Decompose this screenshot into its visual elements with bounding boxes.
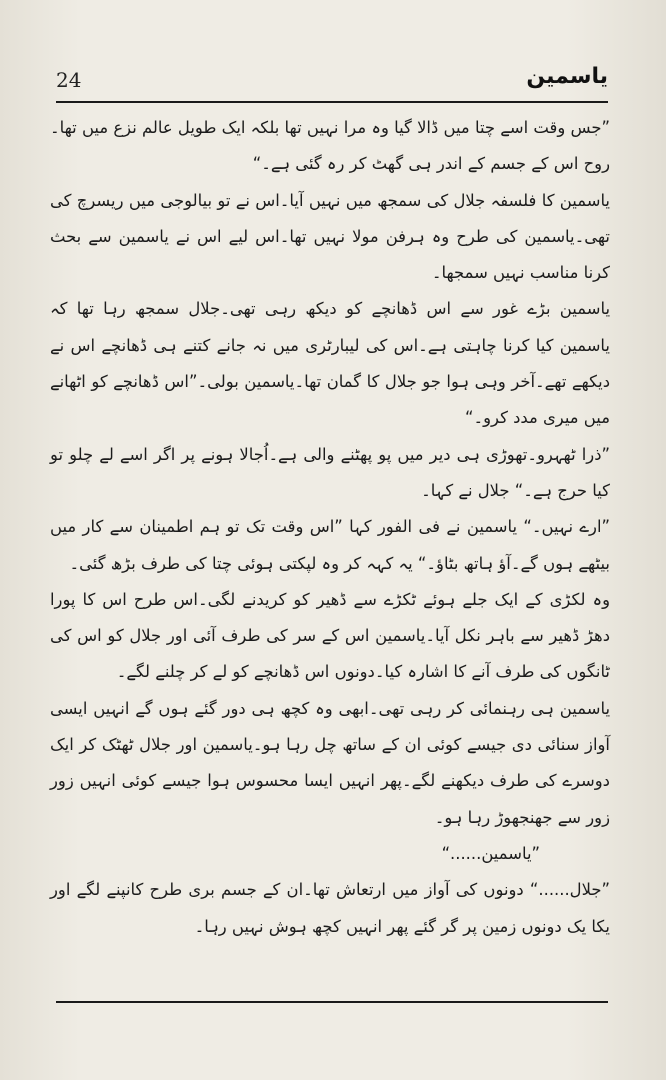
paragraph: یاسمین بڑے غور سے اس ڈھانچے کو دیکھ رہی تھی۔جلال سمجھ رہا تھا کہ یاسمین کیا کرنا چاہتی ہے۔اس کی لیبارٹری میں نہ جانے کتنے ہی ڈھانچے اس نے دیکھے تھے۔آخر وہی ہوا جو جلال کا گمان تھا۔یاسمین بولی۔”اس ڈھانچے کو اٹھانے میں میری مدد کرو۔“ — [50, 299, 610, 428]
paragraph: ”ذرا ٹھہرو۔تھوڑی ہی دیر میں پو پھٹنے والی ہے۔اُجالا ہونے پر اگر اسے لے چلو تو کیا حرج ہے۔“ جلال نے کہا۔ — [50, 444, 610, 500]
paragraph: ”جلال......“ دونوں کی آواز میں ارتعاش تھا۔ان کے جسم بری طرح کانپنے لگے اور یکا یک دونوں زمین پر گر گئے پھر انہیں کچھ ہوش نہیں رہا۔ — [50, 880, 610, 936]
body-text — [50, 110, 610, 945]
paragraph: وہ لکڑی کے ایک جلے ہوئے ٹکڑے سے ڈھیر کو کریدنے لگی۔اس طرح اس کا پورا دھڑ ڈھیر سے باہر نکل آیا۔یاسمین اس کے سر کی طرف آئی اور جلال کو اس کی ٹانگوں کی طرف آنے کا اشارہ کیا۔دونوں اس ڈھانچے کو لے کر چلنے لگے۔ — [50, 589, 610, 682]
running-title: یاسمین — [526, 64, 608, 89]
paragraph: یاسمین ہی رہنمائی کر رہی تھی۔ابھی وہ کچھ ہی دور گئے ہوں گے انہیں ایسی آواز سنائی دی جیسے کوئی ان کے ساتھ چل رہا ہو۔یاسمین اور جلال ٹھٹک کر ایک دوسرے کی طرف دیکھنے لگے۔پھر انہیں ایسا محسوس ہوا جیسے کوئی انہیں زور زور سے جھنجھوڑ رہا ہو۔ — [50, 698, 610, 827]
paragraph: ”جس وقت اسے چتا میں ڈالا گیا وہ مرا نہیں تھا بلکہ ایک طویل عالم نزع میں تھا۔روح اس کے جسم کے اندر ہی گھٹ کر رہ گئی ہے۔“ — [50, 118, 610, 174]
page-number: 24 — [56, 68, 82, 92]
paragraph: یاسمین کا فلسفہ جلال کی سمجھ میں نہیں آیا۔اس نے تو بیالوجی میں ریسرچ کی تھی۔یاسمین کی طرح وہ ہرفن مولا نہیں تھا۔اس لیے اس نے یاسمین سے بحث کرنا مناسب نہیں سمجھا۔ — [50, 190, 610, 283]
footer-divider — [56, 1001, 608, 1003]
paragraph: ”یاسمین......“ — [441, 843, 540, 863]
header-divider — [56, 101, 608, 103]
paragraph: ”ارے نہیں۔“ یاسمین نے فی الفور کہا ”اس وقت تک تو ہم اطمینان سے کار میں بیٹھے ہوں گے۔آؤ ہاتھ بٹاؤ۔“ یہ کہہ کر وہ لپکتی ہوئی چتا کی طرف بڑھ گئی۔ — [50, 517, 610, 573]
page-header — [56, 62, 608, 100]
